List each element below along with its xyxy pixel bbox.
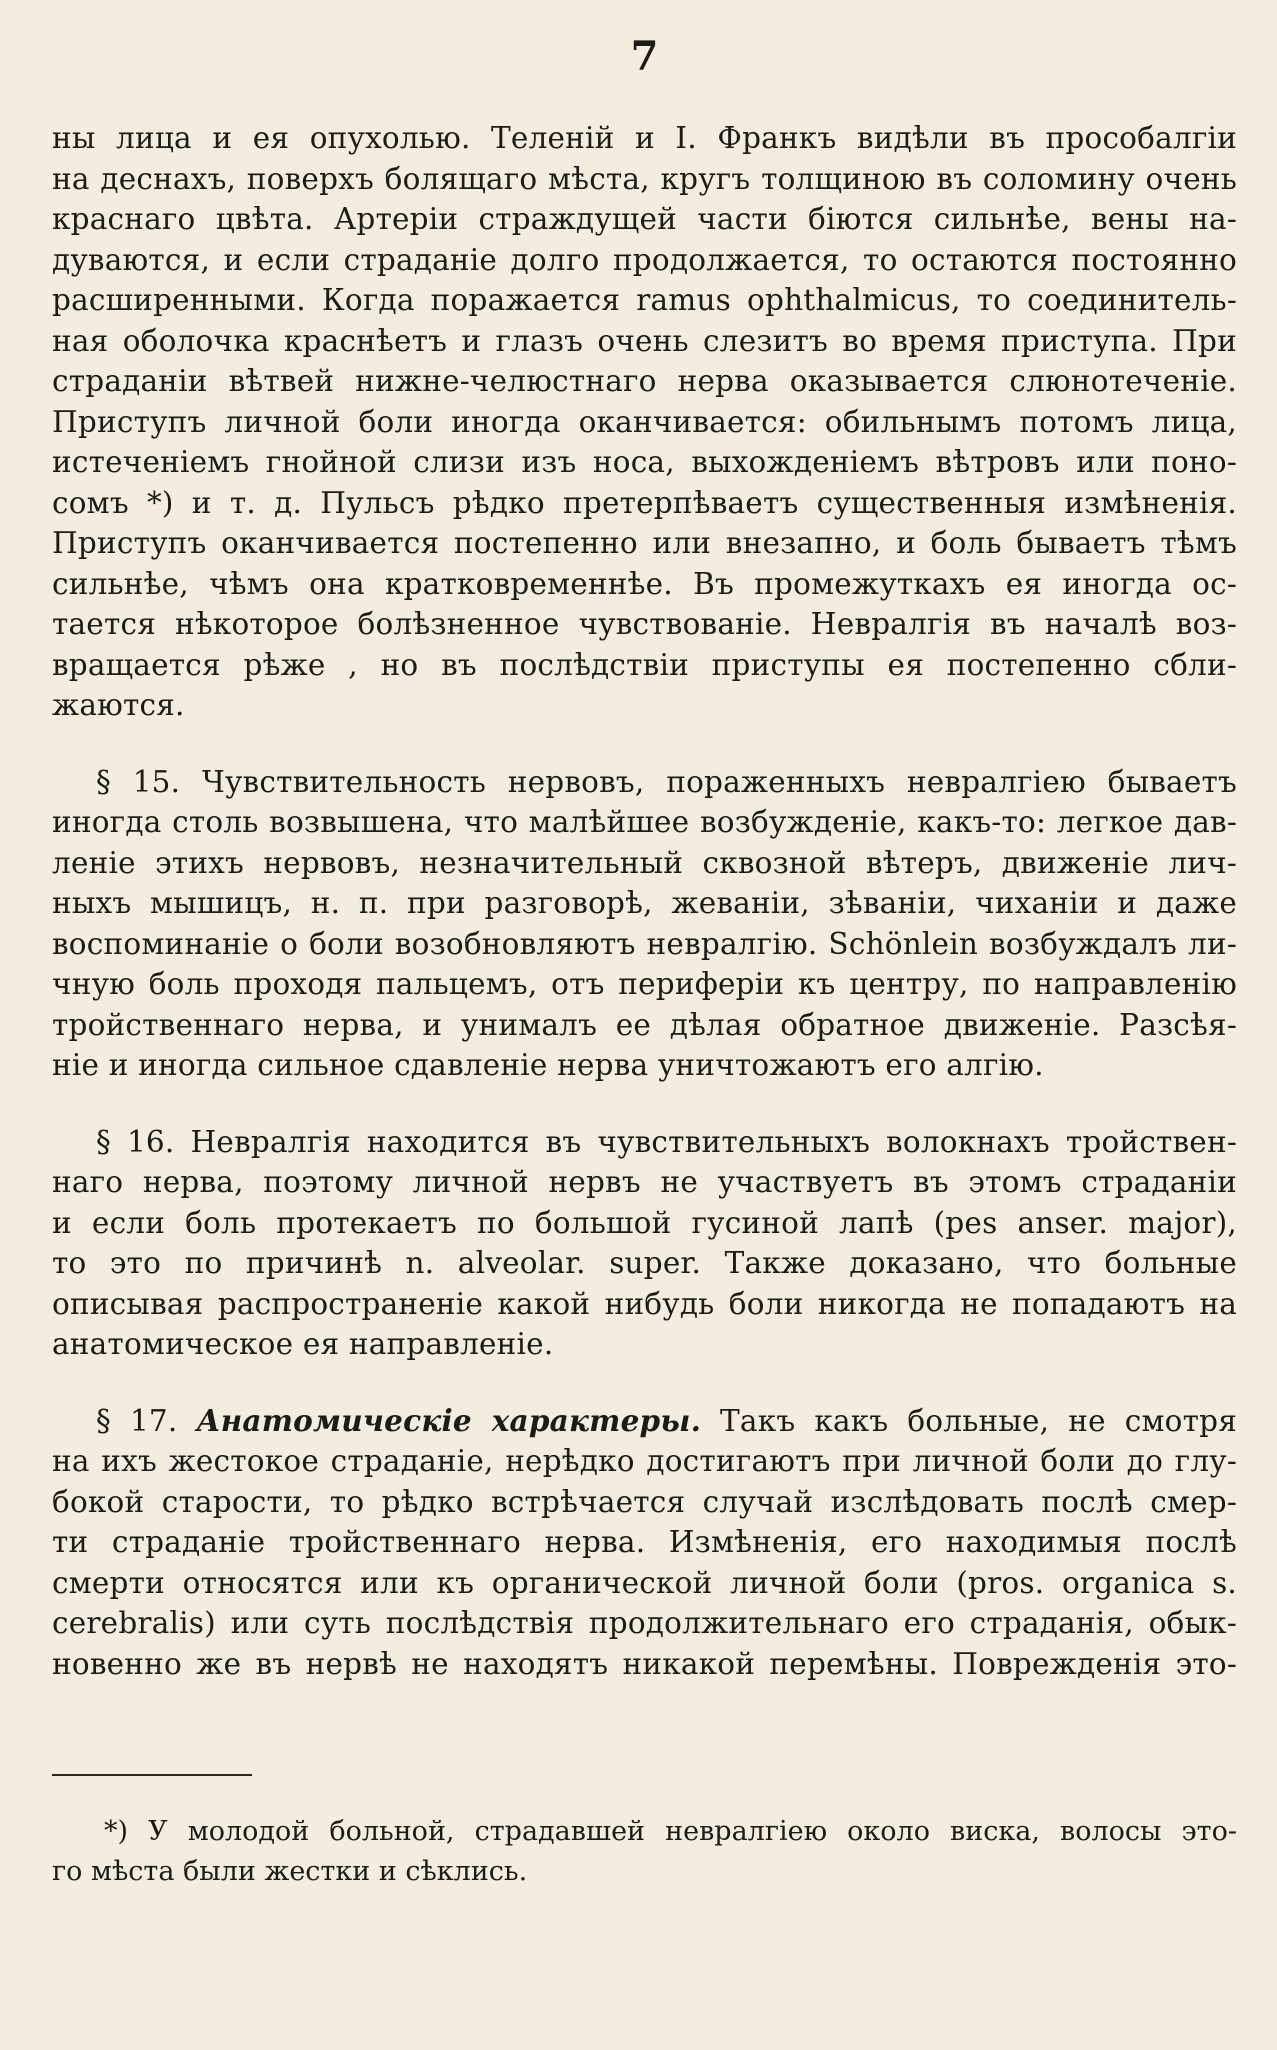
text-line: Приступъ личной боли иногда оканчивается: обильнымъ потомъ лица,: [52, 404, 1237, 439]
text-line: ны лица и ея опухолью. Теленій и І. Франкъ видѣли въ прособалгіи: [52, 121, 1237, 155]
text-fragment: Невралгія находится въ чувствительныхъ волокнахъ тройствен-: [174, 1124, 1237, 1159]
text-line-first: [52, 1122, 1237, 1163]
text-line: описывая распространеніе какой нибудь боли никогда не попадаютъ на: [52, 1286, 1237, 1321]
text-fragment: Такъ какъ больные, не смотря: [701, 1403, 1238, 1438]
paragraph-1: [52, 118, 1237, 726]
paragraph-section-16: [52, 1122, 1237, 1365]
text-fragment: Чувствительность нервовъ, пораженныхъ невралгіею бываетъ: [180, 764, 1237, 799]
section-heading: Анатомическіе характеры.: [196, 1402, 702, 1438]
text-line: анатомическое ея направленіе.: [52, 1327, 554, 1361]
text-line: истеченіемъ гнойной слизи изъ носа, выхожденіемъ вѣтровъ или поно-: [52, 445, 1237, 479]
text-line-first: [52, 762, 1237, 803]
text-line: смерти относятся или къ органической личной боли (pros. organica s.: [52, 1565, 1237, 1600]
text-line: сомъ *) и т. д. Пульсъ рѣдко претерпѣваетъ существенныя измѣненія.: [52, 485, 1237, 520]
footnote-divider: [52, 1774, 252, 1776]
text-line: ніе и иногда сильное сдавленіе нерва уничтожаютъ его алгію.: [52, 1048, 1044, 1082]
section-number: § 17.: [96, 1403, 178, 1438]
text-line: воспоминаніе о боли возобновляютъ невралгію. Schönlein возбуждалъ ли-: [52, 926, 1237, 961]
text-line: иногда столь возвышена, что малѣйшее возбужденіе, какъ-то: легкое дав-: [52, 805, 1237, 839]
page-number: 7: [630, 33, 659, 80]
text-line: на деснахъ, поверхъ болящаго мѣста, кругъ толщиною въ соломину очень: [52, 161, 1237, 196]
text-line: дуваются, и если страданіе долго продолжается, то остаются постоянно: [52, 242, 1237, 277]
text-line: жаются.: [52, 688, 185, 722]
text-line: новенно же въ нервѣ не находятъ никакой перемѣны. Поврежденія это-: [52, 1646, 1237, 1681]
text-line: бокой старости, то рѣдко встрѣчается случай изслѣдовать послѣ смер-: [52, 1484, 1237, 1519]
text-line: ныхъ мышицъ, н. п. при разговорѣ, жеваніи, зѣваніи, чиханіи и даже: [52, 886, 1237, 920]
text-line: наго нерва, поэтому личной нервъ не участвуетъ въ этомъ страданіи: [52, 1165, 1237, 1199]
text-line: расширенными. Когда поражается ramus ophthalmicus, то соединитель-: [52, 283, 1237, 317]
paragraph-section-17: [52, 1401, 1237, 1685]
text-line: и если боль протекаетъ по большой гусиной лапѣ (pes anser. major),: [52, 1205, 1237, 1240]
text-line: Приступъ оканчивается постепенно или внезапно, и боль бываетъ тѣмъ: [52, 526, 1237, 560]
text-line: то это по причинѣ n. alveolar. super. Также доказано, что больные: [52, 1246, 1237, 1280]
text-line: тается нѣкоторое болѣзненное чувствованіе. Невралгія въ началѣ воз-: [52, 607, 1237, 641]
footnote-line: го мѣста были жестки и сѣклись.: [52, 1856, 528, 1887]
text-line: тройственнаго нерва, и унималъ ее дѣлая обратное движеніе. Разсѣя-: [52, 1007, 1237, 1042]
paragraph-section-15: [52, 762, 1237, 1086]
text-line: краснаго цвѣта. Артеріи страждущей части біются сильнѣе, вены на-: [52, 202, 1237, 236]
text-line: вращается рѣже , но въ послѣдствіи приступы ея постепенно сбли-: [52, 647, 1237, 682]
text-line: чную боль проходя пальцемъ, отъ периферіи къ центру, по направленію: [52, 967, 1237, 1001]
section-number: § 16.: [96, 1124, 175, 1159]
text-line: страданіи вѣтвей нижне-челюстнаго нерва оказывается слюнотеченіе.: [52, 364, 1237, 398]
text-line: леніе этихъ нервовъ, незначительный сквозной вѣтеръ, движеніе лич-: [52, 845, 1237, 880]
text-line-first: [52, 1401, 1237, 1442]
text-line: ная оболочка краснѣетъ и глазъ очень слезитъ во время приступа. При: [52, 323, 1237, 358]
text-line: на ихъ жестокое страданіе, нерѣдко достигаютъ при личной боли до глу-: [52, 1444, 1237, 1478]
footnote-line: *) У молодой больной, страдавшей невралгіею около виска, волосы это-: [104, 1816, 1237, 1847]
text-line: ти страданіе тройственнаго нерва. Измѣненія, его находимыя послѣ: [52, 1525, 1237, 1559]
section-number: § 15.: [96, 764, 181, 799]
text-line: cerebralis) или суть послѣдствія продолжительнаго его страданія, обык-: [52, 1606, 1237, 1640]
text-line: сильнѣе, чѣмъ она кратковременнѣе. Въ промежуткахъ ея иногда ос-: [52, 566, 1237, 601]
footnote: [52, 1812, 1237, 1892]
